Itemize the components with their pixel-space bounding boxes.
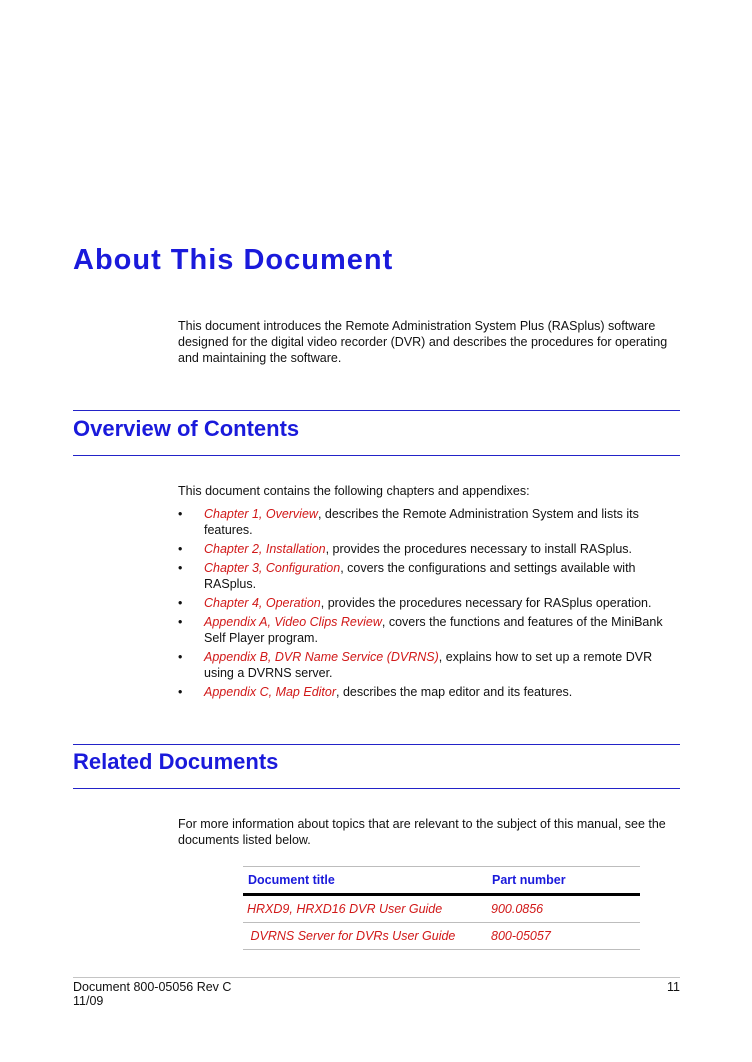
chapter-list (178, 506, 683, 703)
chapter-link[interactable]: Chapter 2, Installation (204, 542, 326, 556)
related-heading: Related Documents (73, 749, 279, 774)
section-rule-top (73, 410, 680, 411)
list-item-text: , provides the procedures necessary for RASplus operation. (320, 596, 652, 610)
list-item-text: , covers the functions and features of the MiniBank Self Player program. (204, 615, 663, 645)
chapter-link[interactable]: Chapter 4, Operation (204, 596, 321, 610)
appendix-link[interactable]: Appendix C, Map Editor (204, 685, 337, 699)
appendix-link[interactable]: Appendix A, Video Clips Review (204, 615, 382, 629)
list-item (178, 614, 683, 646)
list-item-text: , describes the map editor and its features. (336, 685, 573, 699)
table-header-row (243, 867, 640, 895)
list-item (178, 595, 683, 611)
section-rule-bottom (73, 455, 680, 456)
document-title-cell[interactable]: DVRNS Server for DVRs User Guide (243, 923, 487, 950)
footer-doc-id: Document 800-05056 Rev C (73, 980, 232, 994)
chapter-link[interactable]: Chapter 1, Overview (204, 507, 318, 521)
intro-paragraph: This document introduces the Remote Administration System Plus (RASplus) software designed for the digital video recorder (DVR) and describes the procedures for operating and maintaining the software. (178, 319, 668, 365)
section-rule-bottom (73, 788, 680, 789)
table-row (243, 895, 640, 923)
list-item-text: , provides the procedures necessary to install RASplus. (325, 542, 633, 556)
bullet-icon: • (178, 561, 183, 575)
column-header-title: Document title (243, 867, 487, 895)
page-title: About This Document (73, 244, 394, 276)
document-title-cell[interactable]: HRXD9, HRXD16 DVR User Guide (243, 895, 487, 923)
footer-doc-info (73, 980, 231, 1008)
bullet-icon: • (178, 542, 183, 556)
bullet-icon: • (178, 650, 183, 664)
part-number-cell[interactable]: 800-05057 (487, 923, 640, 950)
part-number-cell[interactable]: 900.0856 (487, 895, 640, 923)
list-item (178, 560, 683, 592)
bullet-icon: • (178, 507, 183, 521)
list-item (178, 649, 683, 681)
footer-date: 11/09 (73, 994, 104, 1008)
related-documents-table (243, 866, 640, 950)
bullet-icon: • (178, 596, 183, 610)
list-item-text: , describes the Remote Administration System and lists its features. (204, 507, 639, 537)
footer-rule (73, 977, 680, 978)
related-lead: For more information about topics that are relevant to the subject of this manual, see the documents listed below. (178, 817, 666, 847)
list-item (178, 541, 683, 557)
column-header-part-number: Part number (487, 867, 640, 895)
table-row (243, 923, 640, 950)
page-number: 11 (667, 980, 680, 994)
list-item (178, 684, 683, 700)
bullet-icon: • (178, 615, 183, 629)
chapter-link[interactable]: Chapter 3, Configuration (204, 561, 341, 575)
bullet-icon: • (178, 685, 183, 699)
list-item-text: , covers the configurations and settings available with RASplus. (204, 561, 636, 591)
list-item (178, 506, 683, 538)
overview-lead: This document contains the following chapters and appendixes: (178, 484, 530, 498)
overview-heading: Overview of Contents (73, 416, 300, 441)
section-rule-top (73, 744, 680, 745)
appendix-link[interactable]: Appendix B, DVR Name Service (DVRNS) (204, 650, 439, 664)
list-item-text: , explains how to set up a remote DVR using a DVRNS server. (204, 650, 653, 680)
